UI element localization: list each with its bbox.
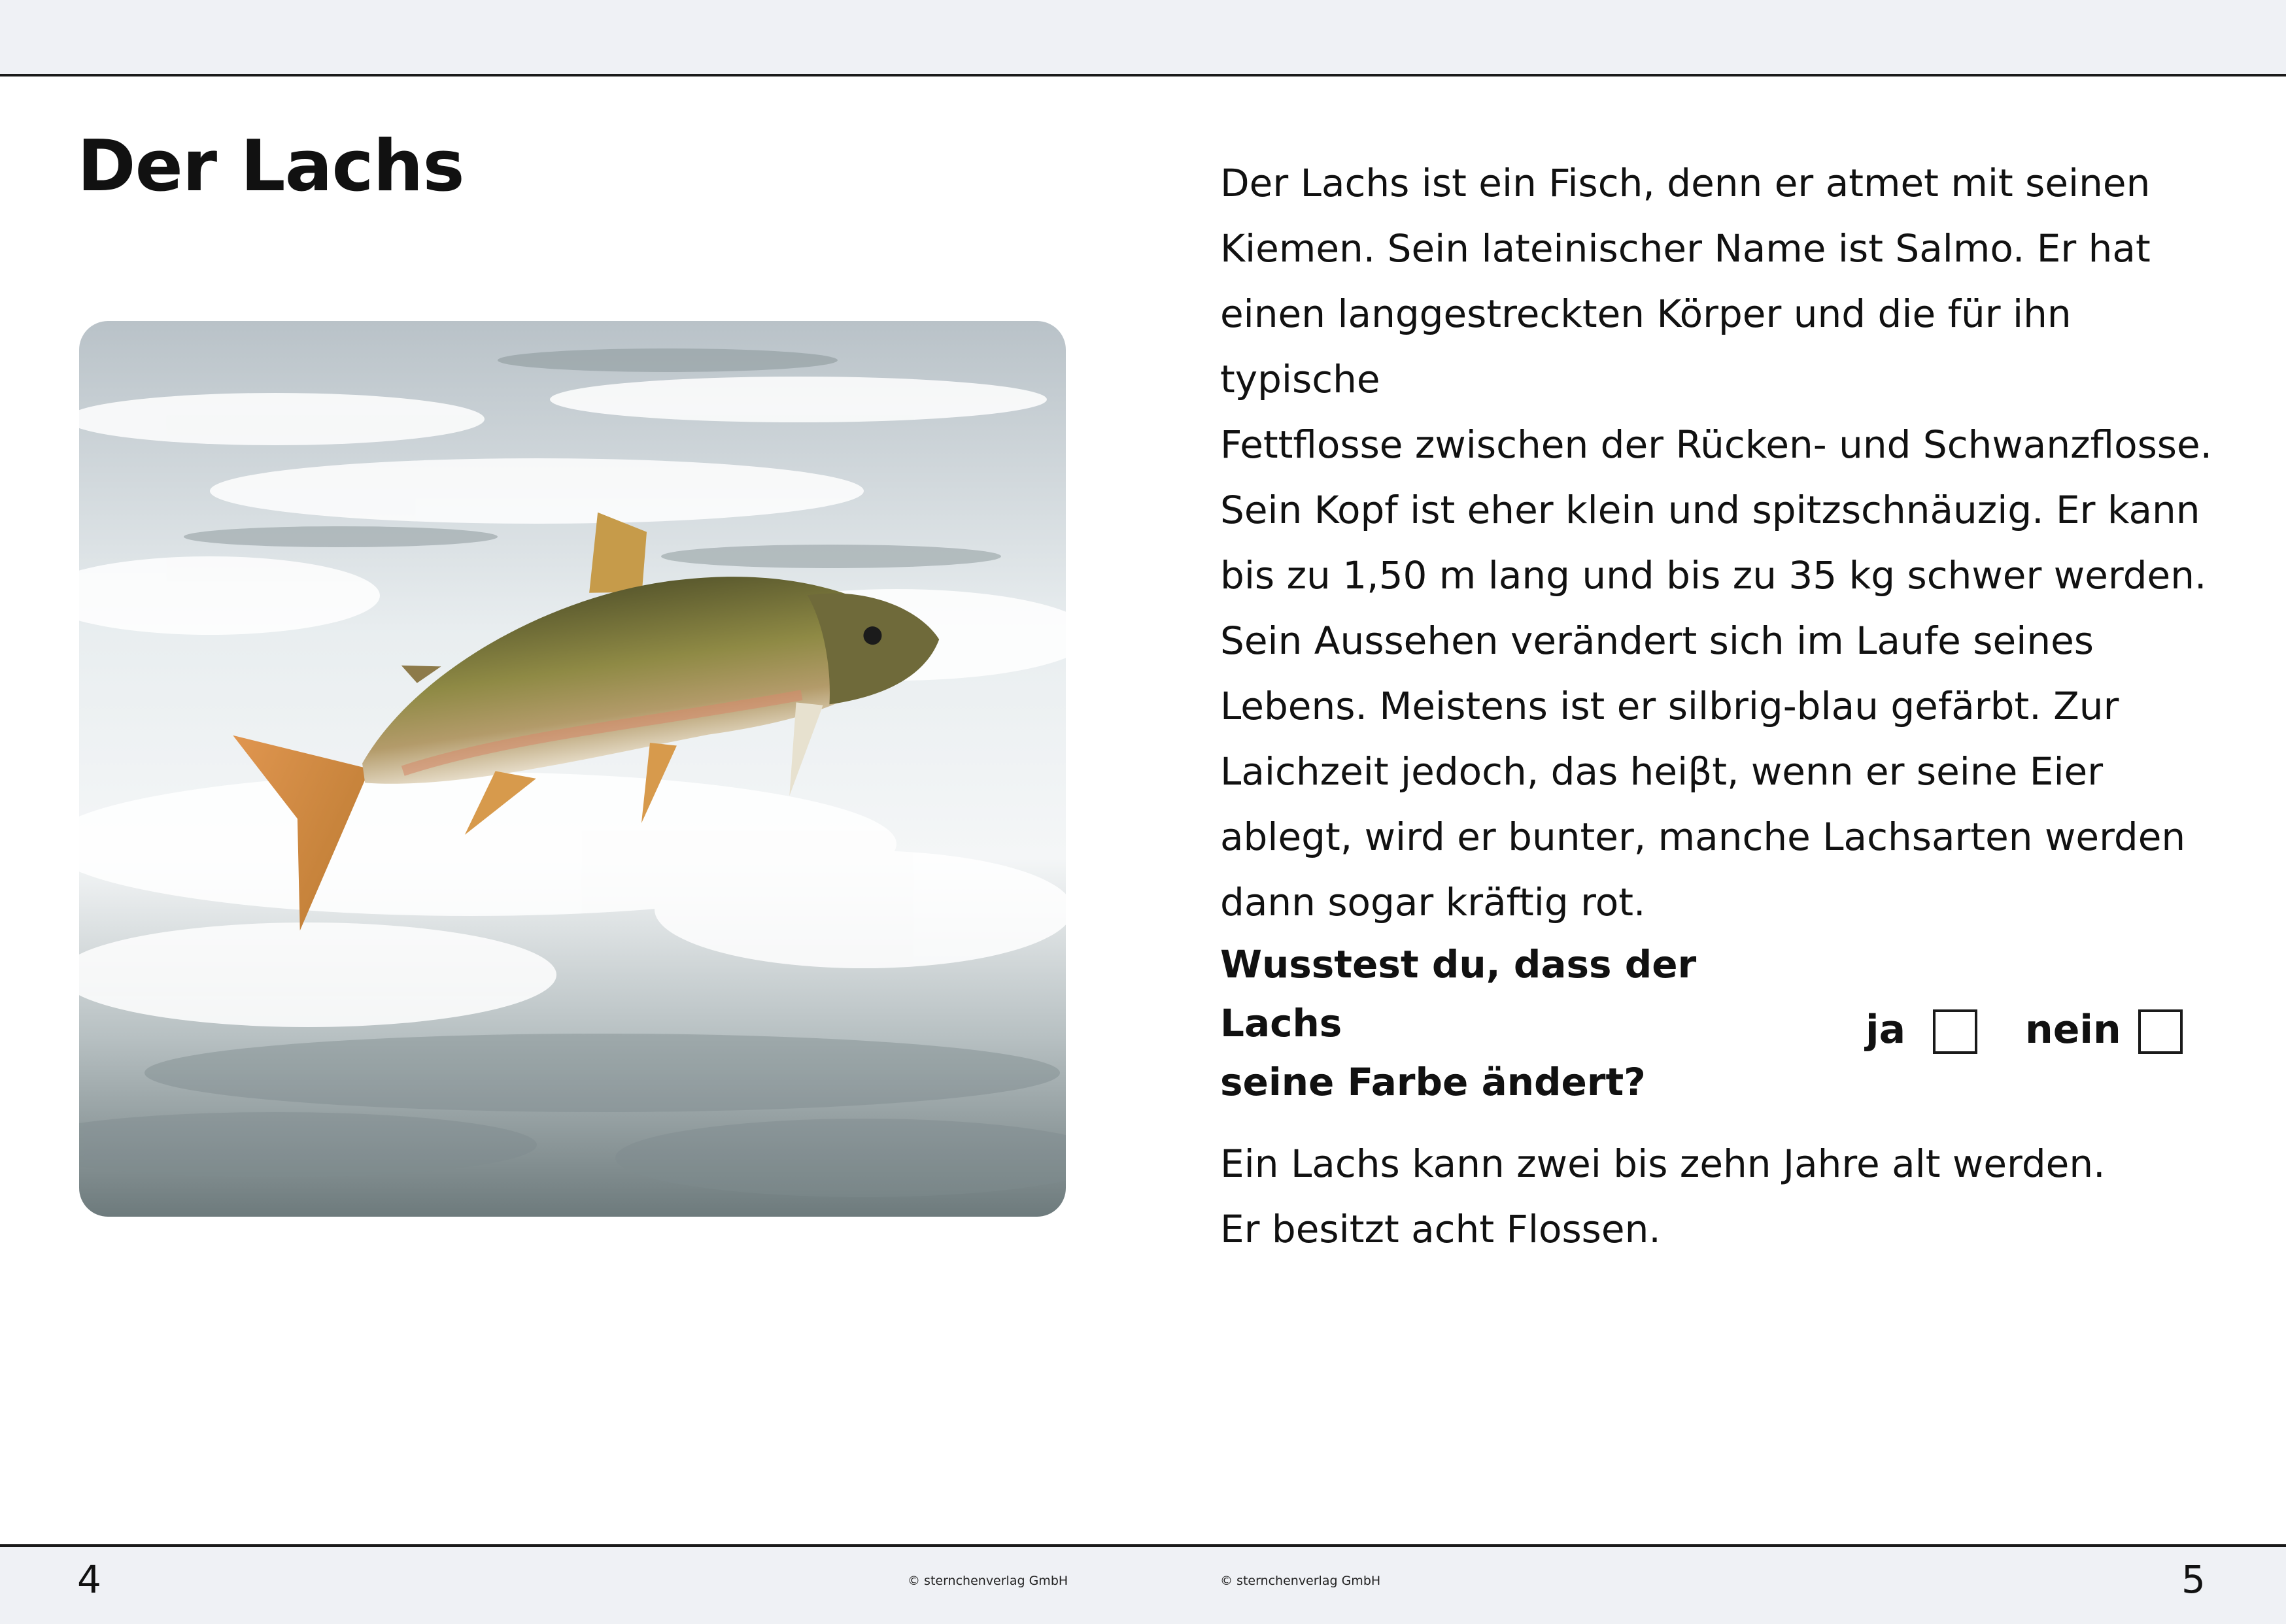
- text-line: ablegt, wird er bunter, manche Lachsarten werden: [1220, 815, 2186, 859]
- salmon-photo: [79, 321, 1066, 1217]
- copyright-left: © sternchenverlag GmbH: [908, 1574, 1068, 1588]
- quiz-question: [1220, 935, 1809, 1111]
- page-title: Der Lachs: [77, 126, 464, 207]
- text-line: Der Lachs ist ein Fisch, denn er atmet mit seinen: [1220, 161, 2151, 205]
- question-line: Wusstest du, dass der Lachs: [1220, 942, 1697, 1045]
- copyright-right: © sternchenverlag GmbH: [1220, 1574, 1381, 1588]
- facts-block: [1220, 1131, 2106, 1262]
- page-number-right: 5: [2181, 1557, 2206, 1602]
- text-line: dann sogar kräftig rot.: [1220, 880, 1646, 924]
- description-paragraph: [1220, 150, 2240, 935]
- yes-checkbox[interactable]: [1933, 1009, 1977, 1054]
- top-band: [0, 0, 2286, 76]
- text-line: Laichzeit jedoch, das heiβt, wenn er seine Eier: [1220, 749, 2104, 794]
- no-checkbox[interactable]: [2138, 1009, 2183, 1054]
- option-no-label: nein: [2025, 1007, 2121, 1053]
- text-line: Lebens. Meistens ist er silbrig-blau gefärbt. Zur: [1220, 684, 2119, 728]
- footer-band: [0, 1544, 2286, 1624]
- option-yes-label: ja: [1866, 1007, 1906, 1053]
- page-number-left: 4: [77, 1557, 101, 1602]
- question-line: seine Farbe ändert?: [1220, 1060, 1646, 1104]
- text-line: Sein Aussehen verändert sich im Laufe seines: [1220, 618, 2094, 663]
- text-line: Kiemen. Sein lateinischer Name ist Salmo. Er hat: [1220, 226, 2151, 271]
- text-line: Sein Kopf ist eher klein und spitzschnäuzig. Er kann: [1220, 488, 2200, 532]
- text-line: Fettflosse zwischen der Rücken- und Schwanzflosse.: [1220, 422, 2213, 467]
- fact-line: Ein Lachs kann zwei bis zehn Jahre alt werden.: [1220, 1142, 2106, 1186]
- text-line: einen langgestreckten Körper und die für ihn typische: [1220, 292, 2072, 401]
- text-line: bis zu 1,50 m lang und bis zu 35 kg schwer werden.: [1220, 553, 2207, 598]
- fact-line: Er besitzt acht Flossen.: [1220, 1207, 1661, 1251]
